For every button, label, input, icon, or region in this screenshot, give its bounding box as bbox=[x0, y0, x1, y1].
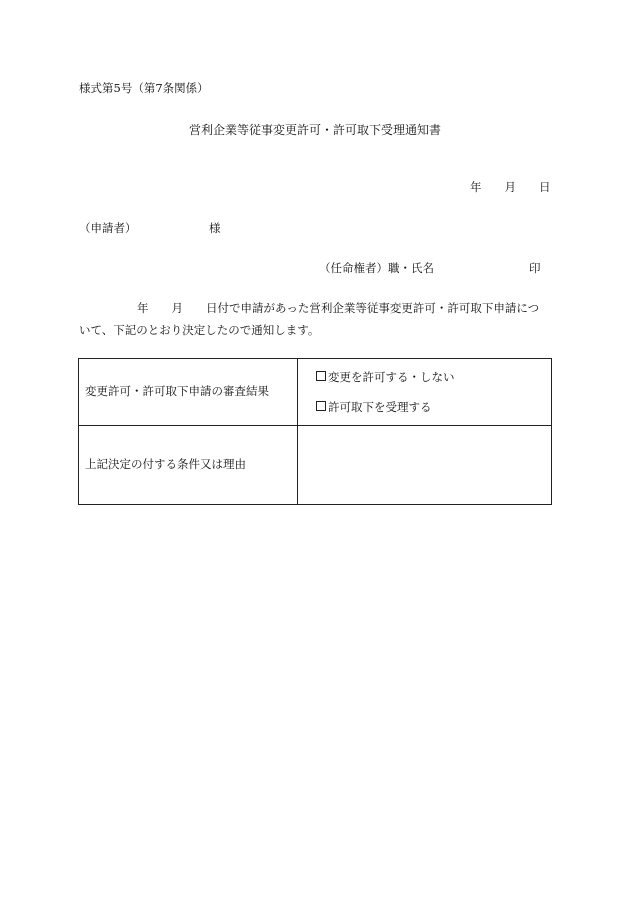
conditions-reason-label: 上記決定の付する条件又は理由 bbox=[79, 426, 298, 505]
date-day: 日 bbox=[539, 180, 551, 194]
body-text-rest: 日付で申請があった営利企業等従事変更許可・許可取下申請につ bbox=[206, 301, 540, 315]
applicant-label: （申請者） bbox=[79, 221, 137, 235]
table-row bbox=[79, 426, 552, 505]
checkbox-withdrawal-accepted[interactable] bbox=[316, 401, 326, 411]
seal-mark: 印 bbox=[529, 261, 541, 275]
date-month: 月 bbox=[504, 180, 516, 194]
body-text-line1 bbox=[79, 303, 551, 315]
applicant-honorific: 様 bbox=[209, 221, 221, 235]
decision-table bbox=[78, 358, 552, 505]
table-row bbox=[79, 359, 552, 426]
option-change-permission-label: 変更を許可する・しない bbox=[328, 370, 455, 384]
body-year: 年 bbox=[137, 301, 149, 315]
conditions-reason-field[interactable] bbox=[298, 426, 552, 505]
review-result-label: 変更許可・許可取下申請の審査結果 bbox=[79, 359, 298, 426]
body-month: 月 bbox=[171, 301, 183, 315]
review-result-options bbox=[298, 359, 552, 426]
body-text-line2: いて、下記のとおり決定したので通知します。 bbox=[79, 323, 320, 337]
form-number: 様式第5号（第7条関係） bbox=[79, 81, 209, 95]
option-withdrawal-accepted-label: 許可取下を受理する bbox=[328, 399, 432, 414]
option-withdrawal-accepted bbox=[316, 401, 551, 414]
date-line bbox=[470, 182, 551, 194]
option-change-permission bbox=[316, 371, 551, 384]
document-title: 営利企業等従事変更許可・許可取下受理通知書 bbox=[188, 123, 441, 137]
checkbox-change-permission[interactable] bbox=[316, 371, 326, 381]
date-year: 年 bbox=[470, 180, 482, 194]
authority-label: （任命権者）職・氏名 bbox=[319, 261, 434, 275]
